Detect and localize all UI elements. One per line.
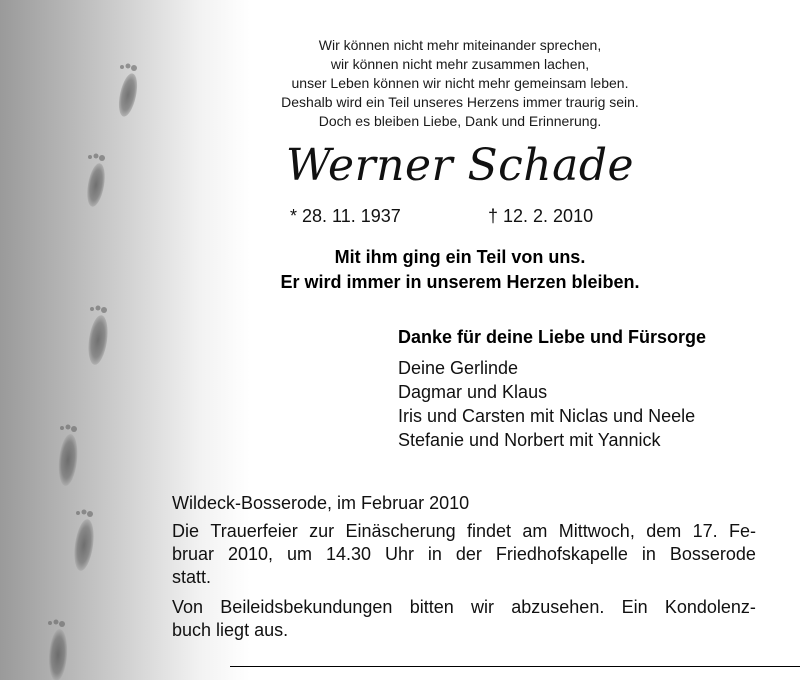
word: aus. — [254, 620, 289, 640]
death-date: † 12. 2. 2010 — [488, 206, 594, 226]
word: statt. — [172, 567, 212, 587]
word: Uhr — [384, 544, 414, 564]
word: Kondolenz- — [664, 597, 756, 617]
deceased-name: Werner Schade — [285, 140, 635, 191]
poem-line: unser Leben können wir nicht mehr gemeinsam leben. — [291, 75, 629, 91]
condolence-paragraph — [172, 596, 756, 642]
family-line: Dagmar und Klaus — [398, 382, 548, 402]
place-date: Wildeck-Bosserode, im Februar 2010 — [172, 493, 470, 513]
word: wir — [471, 597, 494, 617]
bottom-divider — [230, 666, 800, 667]
poem — [250, 36, 670, 131]
motto — [240, 245, 680, 295]
family-line: Iris und Carsten mit Niclas und Neele — [398, 406, 696, 426]
word: 2010, — [227, 544, 274, 564]
motto-line: Er wird immer in unserem Herzen bleiben. — [280, 272, 640, 292]
word: am — [522, 521, 548, 541]
word: Beileidsbekundungen — [220, 597, 393, 617]
birth-date: * 28. 11. 1937 — [290, 206, 401, 226]
word: in — [641, 544, 656, 564]
word: Friedhofskapelle — [495, 544, 628, 564]
condolence-line — [172, 619, 756, 642]
word: um — [286, 544, 312, 564]
poem-line: wir können nicht mehr zusammen lachen, — [330, 56, 590, 72]
poem-line: Doch es bleiben Liebe, Dank und Erinnerung. — [318, 113, 602, 129]
word: liegt — [216, 620, 250, 640]
word: der — [455, 544, 482, 564]
word: 14.30 — [325, 544, 371, 564]
word: buch — [172, 620, 212, 640]
word: Trauerfeier — [210, 521, 298, 541]
family-line: Stefanie und Norbert mit Yannick — [398, 430, 661, 450]
thanks-heading: Danke für deine Liebe und Fürsorge — [398, 327, 707, 347]
funeral-line — [172, 566, 756, 589]
word: abzusehen. — [511, 597, 605, 617]
family-line: Deine Gerlinde — [398, 358, 519, 378]
word: 17. — [692, 521, 718, 541]
word: Die — [172, 521, 200, 541]
word: dem — [646, 521, 682, 541]
word: Mittwoch, — [558, 521, 635, 541]
word: Ein — [621, 597, 648, 617]
word: findet — [466, 521, 512, 541]
word: in — [427, 544, 442, 564]
word: bruar — [172, 544, 215, 564]
word: Von — [172, 597, 204, 617]
word: Bosserode — [669, 544, 756, 564]
condolence-line — [172, 596, 756, 619]
word: Einäscherung — [345, 521, 456, 541]
family-list — [398, 356, 695, 452]
poem-line: Wir können nicht mehr miteinander sprechen, — [318, 37, 602, 53]
word: zur — [309, 521, 335, 541]
motto-line: Mit ihm ging ein Teil von uns. — [334, 247, 586, 267]
word: bitten — [409, 597, 454, 617]
word: Fe- — [729, 521, 756, 541]
poem-line: Deshalb wird ein Teil unseres Herzens immer traurig sein. — [281, 94, 639, 110]
funeral-line — [172, 543, 756, 566]
funeral-paragraph — [172, 520, 756, 589]
funeral-line — [172, 520, 756, 543]
